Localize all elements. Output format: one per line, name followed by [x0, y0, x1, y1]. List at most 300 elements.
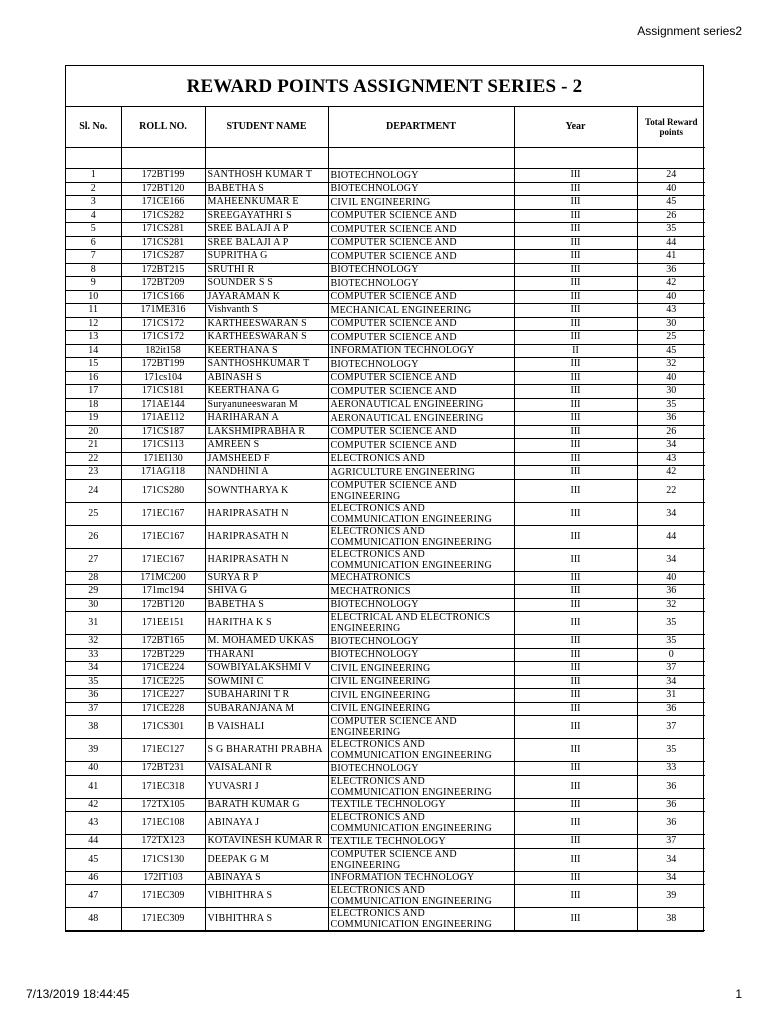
col-header-total-reward-points: Total Reward points [637, 107, 705, 148]
cell-reward-points: 30 [637, 317, 705, 331]
cell-year: III [514, 635, 637, 649]
cell-department: CIVIL ENGINEERING [328, 702, 514, 716]
table-header-row [66, 107, 705, 148]
cell-roll-no: 171CS281 [121, 236, 205, 250]
cell-sl-no: 39 [66, 739, 121, 762]
table-row [66, 358, 705, 372]
cell-sl-no: 13 [66, 331, 121, 345]
cell-department: COMPUTER SCIENCE AND [328, 317, 514, 331]
cell-year: III [514, 182, 637, 196]
cell-sl-no: 35 [66, 675, 121, 689]
cell-roll-no: 171EC108 [121, 812, 205, 835]
cell-year: III [514, 196, 637, 210]
cell-roll-no: 171EC127 [121, 739, 205, 762]
cell-year: III [514, 412, 637, 426]
cell-roll-no: 182it158 [121, 344, 205, 358]
cell-reward-points: 37 [637, 662, 705, 676]
cell-year: III [514, 598, 637, 612]
cell-student-name: BARATH KUMAR G [205, 798, 328, 812]
table-row [66, 812, 705, 835]
cell-roll-no: 171CS301 [121, 716, 205, 739]
cell-reward-points: 36 [637, 812, 705, 835]
cell-reward-points: 35 [637, 635, 705, 649]
cell-department: BIOTECHNOLOGY [328, 263, 514, 277]
table-row [66, 182, 705, 196]
cell-department: COMPUTER SCIENCE AND [328, 290, 514, 304]
cell-sl-no: 41 [66, 775, 121, 798]
cell-year: III [514, 689, 637, 703]
cell-year: III [514, 702, 637, 716]
cell-reward-points: 36 [637, 263, 705, 277]
cell-sl-no: 44 [66, 835, 121, 849]
cell-student-name: SRUTHI R [205, 263, 328, 277]
cell-sl-no: 14 [66, 344, 121, 358]
cell-reward-points: 37 [637, 716, 705, 739]
cell-year: III [514, 250, 637, 264]
cell-reward-points: 0 [637, 648, 705, 662]
table-row [66, 775, 705, 798]
cell-roll-no: 171CS172 [121, 331, 205, 345]
cell-student-name: NANDHINI A [205, 466, 328, 480]
cell-sl-no: 3 [66, 196, 121, 210]
blank-row [66, 148, 705, 169]
cell-roll-no: 171AE112 [121, 412, 205, 426]
cell-department: COMPUTER SCIENCE AND [328, 331, 514, 345]
cell-reward-points: 40 [637, 182, 705, 196]
cell-student-name: SANTHOSH KUMAR T [205, 169, 328, 183]
cell-department: COMPUTER SCIENCE AND ENGINEERING [328, 848, 514, 871]
table-row [66, 344, 705, 358]
cell-department: MECHATRONICS [328, 585, 514, 599]
cell-roll-no: 172TX105 [121, 798, 205, 812]
table-row [66, 739, 705, 762]
cell-reward-points: 32 [637, 598, 705, 612]
cell-reward-points: 35 [637, 398, 705, 412]
cell-reward-points: 34 [637, 439, 705, 453]
cell-sl-no: 32 [66, 635, 121, 649]
cell-student-name: S G BHARATHI PRABHA [205, 739, 328, 762]
table-row [66, 169, 705, 183]
cell-reward-points: 31 [637, 689, 705, 703]
page-header-title: Assignment series2 [637, 24, 742, 38]
cell-sl-no: 27 [66, 548, 121, 571]
cell-student-name: Suryanuneeswaran M [205, 398, 328, 412]
cell-year: III [514, 263, 637, 277]
cell-sl-no: 16 [66, 371, 121, 385]
cell-sl-no: 38 [66, 716, 121, 739]
cell-reward-points: 26 [637, 209, 705, 223]
cell-sl-no: 4 [66, 209, 121, 223]
cell-sl-no: 47 [66, 885, 121, 908]
cell-student-name: HARIHARAN A [205, 412, 328, 426]
cell-roll-no: 172TX123 [121, 835, 205, 849]
cell-sl-no: 28 [66, 571, 121, 585]
cell-roll-no: 171EC167 [121, 525, 205, 548]
cell-reward-points: 42 [637, 466, 705, 480]
cell-roll-no: 171CS187 [121, 425, 205, 439]
table-row [66, 196, 705, 210]
cell-roll-no: 171CS281 [121, 223, 205, 237]
table-row [66, 598, 705, 612]
cell-department: COMPUTER SCIENCE AND [328, 209, 514, 223]
cell-student-name: SURYA R P [205, 571, 328, 585]
cell-year: III [514, 304, 637, 318]
cell-year: III [514, 612, 637, 635]
cell-roll-no: 172BT215 [121, 263, 205, 277]
cell-roll-no: 171CE224 [121, 662, 205, 676]
table-row [66, 250, 705, 264]
cell-roll-no: 171EC318 [121, 775, 205, 798]
cell-sl-no: 7 [66, 250, 121, 264]
cell-department: BIOTECHNOLOGY [328, 635, 514, 649]
cell-reward-points: 43 [637, 452, 705, 466]
cell-department: ELECTRONICS AND [328, 452, 514, 466]
cell-sl-no: 20 [66, 425, 121, 439]
cell-year: III [514, 716, 637, 739]
cell-year: III [514, 812, 637, 835]
cell-sl-no: 34 [66, 662, 121, 676]
col-header-year: Year [514, 107, 637, 148]
cell-sl-no: 6 [66, 236, 121, 250]
cell-roll-no: 171ME316 [121, 304, 205, 318]
cell-department: TEXTILE TECHNOLOGY [328, 798, 514, 812]
cell-student-name: KOTAVINESH KUMAR R [205, 835, 328, 849]
cell-student-name: KEERTHANA G [205, 385, 328, 399]
cell-student-name: SUBARANJANA M [205, 702, 328, 716]
cell-reward-points: 35 [637, 739, 705, 762]
table-row [66, 662, 705, 676]
cell-roll-no: 171CS280 [121, 479, 205, 502]
cell-roll-no: 171CS287 [121, 250, 205, 264]
cell-department: CIVIL ENGINEERING [328, 662, 514, 676]
table-row [66, 635, 705, 649]
cell-roll-no: 171CE227 [121, 689, 205, 703]
cell-department: BIOTECHNOLOGY [328, 169, 514, 183]
cell-roll-no: 171MC200 [121, 571, 205, 585]
cell-student-name: YUVASRI J [205, 775, 328, 798]
cell-sl-no: 36 [66, 689, 121, 703]
cell-roll-no: 172BT209 [121, 277, 205, 291]
cell-roll-no: 171AG118 [121, 466, 205, 480]
cell-reward-points: 35 [637, 612, 705, 635]
table-row [66, 835, 705, 849]
cell-reward-points: 36 [637, 702, 705, 716]
cell-roll-no: 171CS113 [121, 439, 205, 453]
table-row [66, 675, 705, 689]
cell-department: MECHANICAL ENGINEERING [328, 304, 514, 318]
cell-reward-points: 34 [637, 548, 705, 571]
cell-student-name: SOWNTHARYA K [205, 479, 328, 502]
cell-sl-no: 33 [66, 648, 121, 662]
cell-department: COMPUTER SCIENCE AND [328, 371, 514, 385]
cell-year: III [514, 848, 637, 871]
cell-student-name: SUPRITHA G [205, 250, 328, 264]
cell-department: COMPUTER SCIENCE AND [328, 250, 514, 264]
cell-reward-points: 41 [637, 250, 705, 264]
table-row [66, 439, 705, 453]
cell-sl-no: 22 [66, 452, 121, 466]
cell-roll-no: 171mc194 [121, 585, 205, 599]
cell-student-name: SOUNDER S S [205, 277, 328, 291]
table-row [66, 290, 705, 304]
table-row [66, 798, 705, 812]
cell-year: II [514, 344, 637, 358]
cell-year: III [514, 662, 637, 676]
cell-department: MECHATRONICS [328, 571, 514, 585]
cell-student-name: HARIPRASATH N [205, 525, 328, 548]
cell-sl-no: 31 [66, 612, 121, 635]
cell-reward-points: 44 [637, 236, 705, 250]
cell-department: BIOTECHNOLOGY [328, 277, 514, 291]
cell-student-name: Vishvanth S [205, 304, 328, 318]
cell-department: BIOTECHNOLOGY [328, 648, 514, 662]
cell-reward-points: 22 [637, 479, 705, 502]
cell-student-name: SOWBIYALAKSHMI V [205, 662, 328, 676]
cell-student-name: SREE BALAJI A P [205, 236, 328, 250]
cell-reward-points: 30 [637, 385, 705, 399]
cell-department: ELECTRONICS AND COMMUNICATION ENGINEERING [328, 812, 514, 835]
table-row [66, 304, 705, 318]
cell-student-name: DEEPAK G M [205, 848, 328, 871]
table-row [66, 525, 705, 548]
cell-student-name: ABINASH S [205, 371, 328, 385]
cell-year: III [514, 466, 637, 480]
cell-student-name: KARTHEESWARAN S [205, 331, 328, 345]
cell-roll-no: 171cs104 [121, 371, 205, 385]
table-row [66, 277, 705, 291]
cell-department: ELECTRONICS AND COMMUNICATION ENGINEERING [328, 908, 514, 931]
cell-department: COMPUTER SCIENCE AND ENGINEERING [328, 479, 514, 502]
cell-year: III [514, 548, 637, 571]
cell-year: III [514, 209, 637, 223]
table-row [66, 716, 705, 739]
cell-year: III [514, 358, 637, 372]
cell-year: III [514, 585, 637, 599]
cell-sl-no: 37 [66, 702, 121, 716]
table-row [66, 263, 705, 277]
print-timestamp: 7/13/2019 18:44:45 [26, 987, 130, 1001]
cell-sl-no: 1 [66, 169, 121, 183]
cell-reward-points: 34 [637, 675, 705, 689]
cell-roll-no: 171CS282 [121, 209, 205, 223]
cell-roll-no: 171EE151 [121, 612, 205, 635]
cell-reward-points: 40 [637, 371, 705, 385]
table-row [66, 908, 705, 931]
cell-roll-no: 172BT120 [121, 598, 205, 612]
cell-sl-no: 5 [66, 223, 121, 237]
cell-year: III [514, 648, 637, 662]
col-header-sl-no: Sl. No. [66, 107, 121, 148]
cell-student-name: ABINAYA S [205, 871, 328, 885]
col-header-department: DEPARTMENT [328, 107, 514, 148]
cell-student-name: LAKSHMIPRABHA R [205, 425, 328, 439]
col-header-roll-no: ROLL NO. [121, 107, 205, 148]
cell-year: III [514, 331, 637, 345]
table-row [66, 452, 705, 466]
cell-reward-points: 34 [637, 502, 705, 525]
table-row [66, 236, 705, 250]
cell-sl-no: 43 [66, 812, 121, 835]
cell-student-name: KARTHEESWARAN S [205, 317, 328, 331]
cell-department: CIVIL ENGINEERING [328, 675, 514, 689]
col-header-student-name: STUDENT NAME [205, 107, 328, 148]
cell-department: COMPUTER SCIENCE AND [328, 385, 514, 399]
cell-year: III [514, 398, 637, 412]
cell-sl-no: 15 [66, 358, 121, 372]
cell-department: BIOTECHNOLOGY [328, 762, 514, 776]
cell-sl-no: 8 [66, 263, 121, 277]
cell-reward-points: 26 [637, 425, 705, 439]
cell-department: ELECTRONICS AND COMMUNICATION ENGINEERING [328, 775, 514, 798]
cell-department: BIOTECHNOLOGY [328, 598, 514, 612]
cell-department: TEXTILE TECHNOLOGY [328, 835, 514, 849]
cell-reward-points: 45 [637, 344, 705, 358]
cell-student-name: HARITHA K S [205, 612, 328, 635]
cell-sl-no: 10 [66, 290, 121, 304]
cell-sl-no: 26 [66, 525, 121, 548]
cell-student-name: SHIVA G [205, 585, 328, 599]
cell-sl-no: 19 [66, 412, 121, 426]
table-row [66, 689, 705, 703]
cell-roll-no: 171EC167 [121, 548, 205, 571]
cell-student-name: JAYARAMAN K [205, 290, 328, 304]
cell-reward-points: 34 [637, 871, 705, 885]
table-row [66, 762, 705, 776]
cell-roll-no: 172BT165 [121, 635, 205, 649]
cell-year: III [514, 169, 637, 183]
cell-department: ELECTRICAL AND ELECTRONICS ENGINEERING [328, 612, 514, 635]
cell-student-name: B VAISHALI [205, 716, 328, 739]
reward-points-table [66, 107, 705, 931]
cell-roll-no: 172BT199 [121, 358, 205, 372]
cell-roll-no: 172BT199 [121, 169, 205, 183]
cell-reward-points: 40 [637, 290, 705, 304]
cell-department: COMPUTER SCIENCE AND [328, 223, 514, 237]
cell-department: INFORMATION TECHNOLOGY [328, 344, 514, 358]
cell-department: AERONAUTICAL ENGINEERING [328, 398, 514, 412]
cell-department: ELECTRONICS AND COMMUNICATION ENGINEERING [328, 548, 514, 571]
cell-student-name: THARANI [205, 648, 328, 662]
cell-department: INFORMATION TECHNOLOGY [328, 871, 514, 885]
cell-reward-points: 40 [637, 571, 705, 585]
cell-department: ELECTRONICS AND COMMUNICATION ENGINEERING [328, 885, 514, 908]
cell-year: III [514, 277, 637, 291]
cell-sl-no: 9 [66, 277, 121, 291]
cell-student-name: KEERTHANA S [205, 344, 328, 358]
cell-year: III [514, 885, 637, 908]
cell-department: ELECTRONICS AND COMMUNICATION ENGINEERING [328, 525, 514, 548]
cell-sl-no: 29 [66, 585, 121, 599]
table-row [66, 223, 705, 237]
table-row [66, 385, 705, 399]
table-row [66, 209, 705, 223]
cell-student-name: VIBHITHRA S [205, 885, 328, 908]
cell-sl-no: 40 [66, 762, 121, 776]
cell-roll-no: 171EC167 [121, 502, 205, 525]
cell-department: ELECTRONICS AND COMMUNICATION ENGINEERING [328, 502, 514, 525]
page-number: 1 [735, 987, 742, 1001]
cell-roll-no: 171AE144 [121, 398, 205, 412]
cell-student-name: BABETHA S [205, 182, 328, 196]
cell-year: III [514, 479, 637, 502]
cell-department: COMPUTER SCIENCE AND [328, 439, 514, 453]
cell-year: III [514, 571, 637, 585]
cell-year: III [514, 290, 637, 304]
cell-reward-points: 38 [637, 908, 705, 931]
cell-year: III [514, 371, 637, 385]
cell-sl-no: 42 [66, 798, 121, 812]
cell-student-name: AMREEN S [205, 439, 328, 453]
cell-student-name: ABINAYA J [205, 812, 328, 835]
table-row [66, 317, 705, 331]
cell-student-name: M. MOHAMED UKKAS [205, 635, 328, 649]
cell-reward-points: 32 [637, 358, 705, 372]
cell-sl-no: 24 [66, 479, 121, 502]
table-row [66, 425, 705, 439]
sheet-title: REWARD POINTS ASSIGNMENT SERIES - 2 [66, 66, 703, 107]
cell-roll-no: 172BT229 [121, 648, 205, 662]
cell-year: III [514, 385, 637, 399]
table-row [66, 871, 705, 885]
cell-sl-no: 2 [66, 182, 121, 196]
cell-year: III [514, 775, 637, 798]
table-row [66, 502, 705, 525]
table-row [66, 371, 705, 385]
cell-reward-points: 36 [637, 585, 705, 599]
cell-student-name: VIBHITHRA S [205, 908, 328, 931]
cell-student-name: HARIPRASATH N [205, 548, 328, 571]
cell-reward-points: 39 [637, 885, 705, 908]
cell-year: III [514, 835, 637, 849]
cell-student-name: BABETHA S [205, 598, 328, 612]
cell-roll-no: 172IT103 [121, 871, 205, 885]
cell-year: III [514, 798, 637, 812]
cell-department: COMPUTER SCIENCE AND [328, 425, 514, 439]
cell-year: III [514, 871, 637, 885]
cell-year: III [514, 502, 637, 525]
cell-roll-no: 171CS181 [121, 385, 205, 399]
cell-roll-no: 172BT231 [121, 762, 205, 776]
cell-reward-points: 33 [637, 762, 705, 776]
cell-reward-points: 35 [637, 223, 705, 237]
cell-year: III [514, 762, 637, 776]
cell-reward-points: 45 [637, 196, 705, 210]
cell-sl-no: 46 [66, 871, 121, 885]
cell-roll-no: 172BT120 [121, 182, 205, 196]
table-row [66, 466, 705, 480]
cell-year: III [514, 317, 637, 331]
cell-sl-no: 21 [66, 439, 121, 453]
cell-roll-no: 171CE225 [121, 675, 205, 689]
cell-student-name: SUBAHARINI T R [205, 689, 328, 703]
reward-points-sheet [65, 65, 704, 932]
cell-student-name: JAMSHEED F [205, 452, 328, 466]
cell-reward-points: 42 [637, 277, 705, 291]
cell-department: COMPUTER SCIENCE AND [328, 236, 514, 250]
cell-reward-points: 34 [637, 848, 705, 871]
cell-reward-points: 25 [637, 331, 705, 345]
table-row [66, 612, 705, 635]
cell-year: III [514, 675, 637, 689]
cell-department: COMPUTER SCIENCE AND ENGINEERING [328, 716, 514, 739]
table-row [66, 885, 705, 908]
cell-student-name: SREE BALAJI A P [205, 223, 328, 237]
cell-year: III [514, 236, 637, 250]
cell-roll-no: 171CE228 [121, 702, 205, 716]
cell-reward-points: 36 [637, 775, 705, 798]
cell-roll-no: 171EC309 [121, 908, 205, 931]
cell-sl-no: 48 [66, 908, 121, 931]
